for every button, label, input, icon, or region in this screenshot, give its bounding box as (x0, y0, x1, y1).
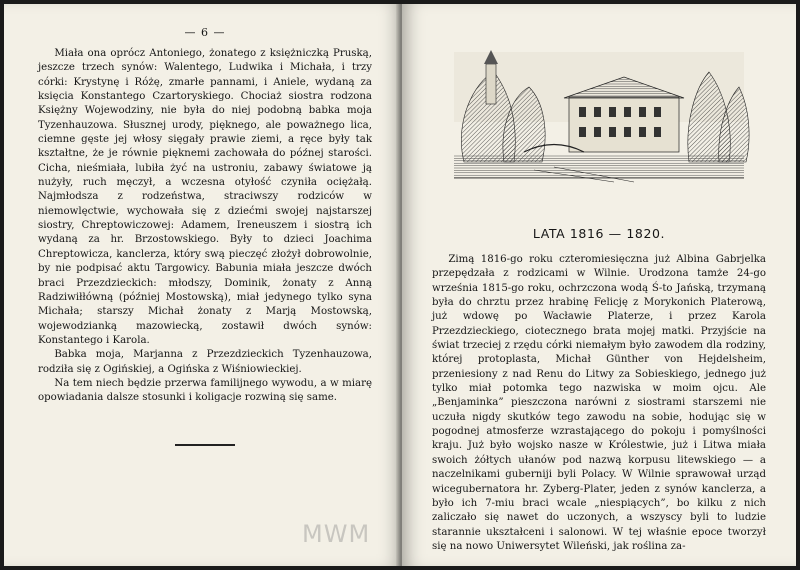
paragraph: Zimą 1816-go roku czteromiesięczna już Albina Gabrjelka przepędzała z rodzicami w Wilnie. Urodzona tamże 24-go września 1815-go roku, ochrzczona wodą Ś-to Jańską, trzymaną była do chrztu przez hrabinę Felicję z Morykonich Platerową, już wdowę po Wacławie Platerze, i przez Karola Przezdzieckiego, ciotecznego brata mojej matki. Przyjście na świat trzeciej z rzędu córki niemałym było zawodem dla rodziny, której protoplasta, Michał Günther von Hejdelsheim, przeniesiony z nad Renu do Litwy za Sobieskiego, jednego już tylko miał potomka tego nazwiska w moim ojcu. Ale „Benjaminka” pieszczona narówni z siostrami starszemi nie uczuła nigdy skutków tego zawodu na sobie, hodując się w pogodnej atmosferze wzrastającego do pokoju i pomyślności kraju. Już było wojsko nasze w Królestwie, już i Litwa miała swoich żółtych ułanów pod nazwą korpusu litewskiego — a naczelnikami guberniji byli Polacy. W Wilnie sprawował urząd wicegubernatora hr. Zyberg-Plater, jeden z synów kanclerza, a było ich 7-miu braci wcale „niespiących”, bo kilku z nich zaliczało się nawet do uczonych, a wszyscy byli to ludzie starannie ukształceni i salonowi. W tej właśnie epoce tworzył się na nowo Uniwersytet Wileński, jak roślina za- (432, 254, 766, 552)
manor-engraving-illustration (434, 42, 764, 192)
watermark: MWM (302, 520, 371, 548)
section-divider (175, 444, 235, 446)
right-page-body (432, 253, 766, 554)
left-page-body (38, 47, 372, 406)
page-number: — 6 — (184, 26, 226, 39)
paragraph: Miała ona oprócz Antoniego, żonatego z księżniczką Pruską, jeszcze trzech synów: Walentego, Ludwika i Michała, i trzy córki: Krystynę i Różę, zmarłe pannami, i Aniele, wydaną za księcia Konstantego Czartoryskiego. Chociaż siostra rodzona Księżny Wojewodziny, nie była do niej podobną babka moja Tyzenhauzowa. Słusznej urody, pięknego, ale poważnego lica, ciemne gęste jej włosy sięgały prawie ziemi, a ręce były tak kształtne, że je równie pięknemi zachowała do późnej starości. Cicha, nieśmiała, lubiła żyć na ustroniu, zabawy światowe ją nużyły, ruch męczył, a wczesna otyłość czyniła ociężałą. Najmłodsza z rodzeństwa, straciwszy rodziców w niemowlęctwie, wychowała się z dziećmi swojej najstarszej siostry, Chreptowiczowej: Adamem, Ireneuszem i siostrą ich wydaną za hr. Brzostowskiego. Były to dzieci Joachima Chreptowicza, kanclerza, który swą pieczęć złożył dobrowolnie, by nie podpisać aktu Targowicy. Babunia miała jeszcze dwóch braci Przezdzieckich: młodszy, Dominik, żonaty z Anną Radziwiłłówną (później Mostowską), miał jedynego tylko syna Michała; starszy Michał żonaty z Marją Mostowską, wojewodzianką mazowiecką, zostawił dwóch synów: Konstantego i Karola. (38, 48, 372, 346)
chapter-heading: LATA 1816 — 1820. (532, 226, 666, 241)
paragraph: Na tem niech będzie przerwa familijnego wywodu, a w miarę opowiadania dalsze stosunki i koligacje rozwiną się same. (38, 377, 372, 404)
left-page (4, 4, 402, 566)
right-page (402, 4, 796, 566)
paragraph: Babka moja, Marjanna z Przezdzieckich Tyzenhauzowa, rodziła się z Ogińskiej, a Ogińska z Wiśniowieckiej. (38, 349, 372, 375)
